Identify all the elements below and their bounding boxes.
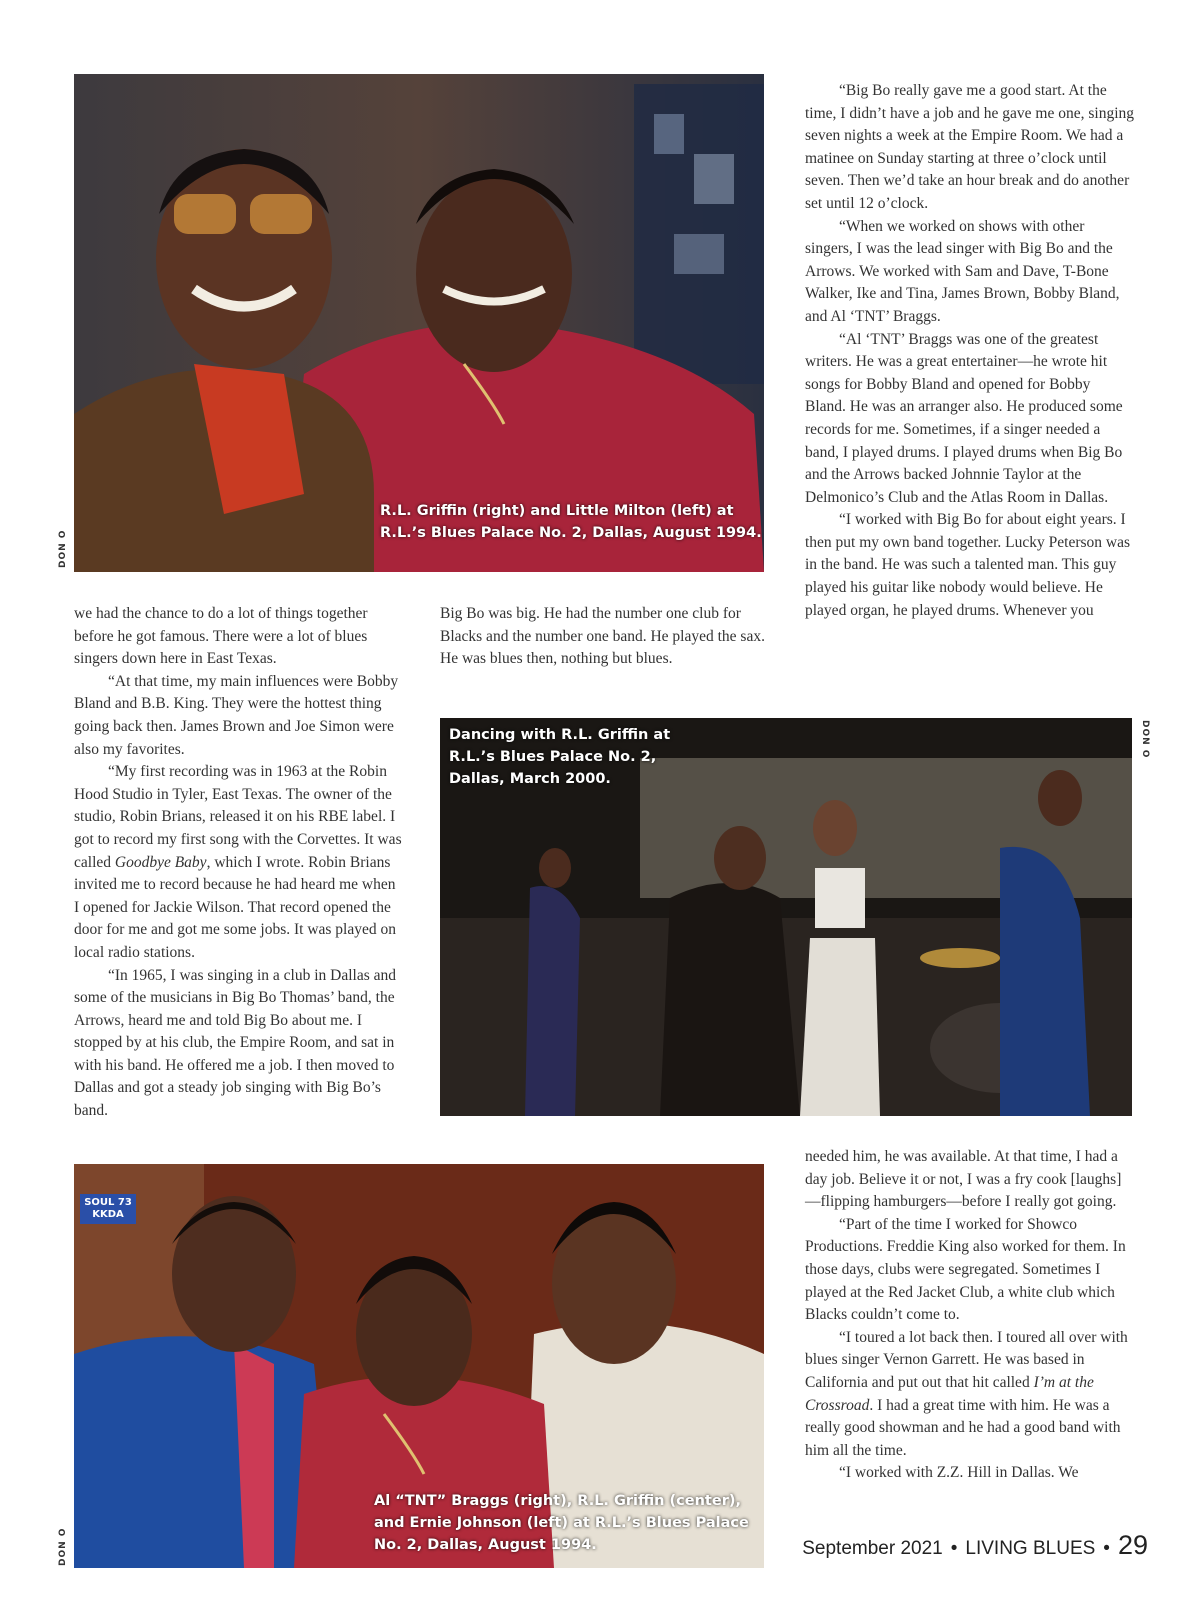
paragraph: “In 1965, I was singing in a club in Dallas and some of the musicians in Big Bo Thomas’ band, the Arrows, heard me and told Big Bo about me. I stopped by at his club, the Empire Room, and sat in with his band. He offered me a job. I then moved to Dallas and got a steady job singing with Big Bo’s band. xyxy=(74,966,396,1120)
bottom-photo-credit: DON O xyxy=(58,1527,68,1566)
top-photo-caption: R.L. Griffin (right) and Little Milton (left) at R.L.’s Blues Palace No. 2, Dallas, August 1994. xyxy=(380,503,762,541)
bottom-photo-caption: Al “TNT” Braggs (right), R.L. Griffin (center), and Ernie Johnson (left) at R.L.’s Blues Palace No. 2, Dallas, August 1994. xyxy=(374,1493,749,1553)
photo-braggs-griffin-johnson xyxy=(74,1164,764,1568)
footer-separator: • xyxy=(950,1538,958,1559)
photo-griffin-milton xyxy=(74,74,764,572)
paragraph: “Big Bo really gave me a good start. At the time, I didn’t have a job and he gave me one, singing seven nights a week at the Empire Room. We had a matinee on Sunday starting at three o’clock until seven. Then we’d take an hour break and do another set until 12 o’clock. xyxy=(805,82,1135,212)
article-column-middle xyxy=(440,603,770,671)
paragraph: “I worked with Z.Z. Hill in Dallas. We xyxy=(839,1464,1079,1482)
article-column-left xyxy=(74,603,404,1123)
magazine-name: LIVING BLUES xyxy=(965,1538,1096,1559)
paragraph: “Part of the time I worked for Showco Productions. Freddie King also worked for them. In those days, clubs were segregated. Sometimes I played at the Red Jacket Club, a white club which Blacks couldn’t come to. xyxy=(805,1215,1126,1324)
paragraph: Big Bo was big. He had the number one club for Blacks and the number one band. He played the sax. He was blues then, nothing but blues. xyxy=(440,605,765,668)
paragraph: “Al ‘TNT’ Braggs was one of the greatest writers. He was a great entertainer—he wrote hit songs for Bobby Bland and opened for Bobby Bland. He was an arranger also. He produced some records for me. Sometimes, if a singer needed a band, I played drums. I played drums when Big Bo and the Arrows backed Johnnie Taylor at the Delmonico’s Club and the Atlas Room in Dallas. xyxy=(805,330,1123,506)
song-title: Goodbye Baby xyxy=(114,853,207,871)
middle-photo-credit: DON O xyxy=(1140,720,1150,759)
middle-photo-caption: Dancing with R.L. Griffin at R.L.’s Blues Palace No. 2, Dallas, March 2000. xyxy=(449,727,671,787)
page-footer xyxy=(802,1530,1148,1561)
paragraph: “At that time, my main influences were Bobby Bland and B.B. King. They were the hottest thing going back then. James Brown and Joe Simon were also my favorites. xyxy=(74,672,399,758)
top-photo-credit: DON O xyxy=(58,529,68,568)
paragraph xyxy=(74,761,404,964)
paragraph: we had the chance to do a lot of things together before he got famous. There were a lot of blues singers down here in East Texas. xyxy=(74,605,368,668)
issue-date: September 2021 xyxy=(802,1538,943,1559)
paragraph-text: , which I wrote. Robin Brians invited me to record because he had heard me when I opened for Jackie Wilson. That record opened the door for me and got me some jobs. It was played on local radio stations. xyxy=(74,853,396,961)
photo-dancing xyxy=(440,718,1132,1116)
song-title: I’m at the Crossroad xyxy=(805,1373,1094,1414)
paragraph-text: “I toured a lot back then. I toured all over with blues singer Vernon Garrett. He was based in California and put out that hit called xyxy=(805,1328,1128,1391)
paragraph: “When we worked on shows with other singers, I was the lead singer with Big Bo and the Arrows. We worked with Sam and Dave, T-Bone Walker, Ike and Tina, James Brown, Bobby Bland, and Al ‘TNT’ Braggs. xyxy=(805,217,1120,325)
paragraph-text: . I had a great time with him. He was a really good showman and he had a good band with him all the time. xyxy=(805,1396,1121,1459)
article-column-right-bottom xyxy=(805,1146,1135,1485)
article-column-right-top xyxy=(805,80,1135,622)
paragraph: “I worked with Big Bo for about eight years. I then put my own band together. Lucky Peterson was in the band. He was such a talented man. This guy played his guitar like nobody would believe. He played organ, he played drums. Whenever you xyxy=(805,511,1131,619)
paragraph-text: “My first recording was in 1963 at the Robin Hood Studio in Tyler, East Texas. The owner of the studio, Robin Brians, released it on his RBE label. I got to record my first song with the Corvettes. It was called xyxy=(74,763,402,871)
paragraph: needed him, he was available. At that time, I had a day job. Believe it or not, I was a fry cook [laughs]—flipping hamburgers—before I really got going. xyxy=(805,1148,1122,1211)
page-number: 29 xyxy=(1117,1530,1148,1560)
radio-station-sign: SOUL 73 KKDA xyxy=(80,1194,136,1224)
footer-separator: • xyxy=(1103,1538,1110,1559)
paragraph xyxy=(805,1327,1135,1463)
